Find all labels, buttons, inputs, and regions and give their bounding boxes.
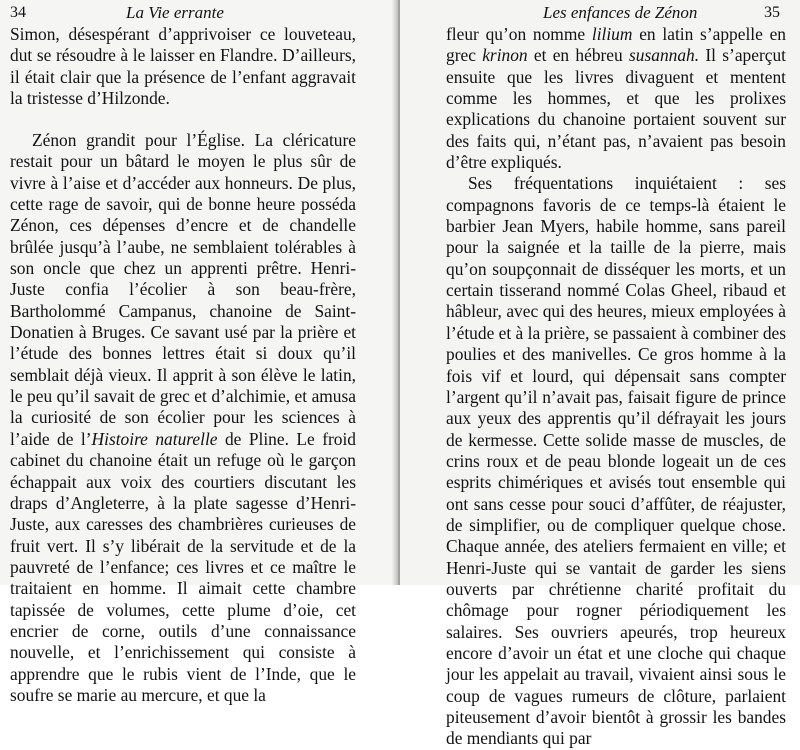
text-run: en latin s’appelle en grec	[446, 24, 787, 66]
latin-word: lilium	[591, 24, 633, 44]
paragraph-text: Simon, désespérant d’apprivoiser ce louveteau, dut se résoudre à le laisser en Flandre. D’ailleurs, il était clair que la présence de l’enfant aggravait la tristesse d’Hilzonde.	[10, 24, 356, 109]
left-paragraph-main	[10, 130, 356, 706]
left-running-title: La Vie errante	[126, 3, 224, 22]
right-page	[400, 0, 800, 749]
right-running-title: Les enfances de Zénon	[543, 3, 698, 22]
text-run: de Pline. Le froid cabinet du chanoine était un refuge où le garçon échappait aux voix des courtiers discutant les draps d’Angleterre, à la plate sagesse d’Henri-Juste, aux caresses des chambrières curieuses de fruit vert. Il s’y libérait de la servitude et de la pauvreté de l’enfance; ces livres et ce maître le traitaient en homme. Il aimait cette chambre tapissée de volumes, cette plume d’oie, cet encrier de corne, outils d’une connaissance nouvelle, et l’enrichissement qui consiste à apprendre que le rubis vient de l’Inde, que le soufre se marie au mercure, et que la	[10, 428, 356, 705]
text-run: et en hébreu	[527, 45, 630, 66]
left-paragraph-end	[10, 24, 356, 109]
text-run: Il s’aperçut ensuite que les livres divaguent et mentent comme les hommes, et que les prolixes explications du chanoine portaient souvent sur des faits qui, n’étant pas, n’avaient pas besoin d’être expliqués.	[446, 45, 786, 173]
left-page	[0, 0, 396, 705]
right-text-block	[446, 24, 786, 750]
text-run: fleur qu’on nomme	[446, 24, 592, 44]
hebrew-word: susannah.	[629, 45, 700, 66]
text-run: Zénon grandit pour l’Église. La cléricature restait pour un bâtard le moyen le plus sûr de vivre à l’aise et d’accéder aux honneurs. De plus, cette rage de savoir, qui de bonne heure posséda Zénon, ces dépenses d’encre et de chandelle brûlée jusqu’à l’aube, ne semblaient tolérables à son oncle que chez un apprenti prêtre. Henri-Juste confia l’écolier à son beau-frère, Bartholommé Campanus, chanoine de Saint-Donatien à Bruges. Ce savant usé par la prière et l’étude des bonnes lettres était si doux qu’il semblait déjà vieux. Il apprit à son élève le latin, le peu qu’il savait de grec et d’alchimie, et amusa la curiosité de son écolier pour les sciences à l’aide de l’	[10, 130, 356, 449]
greek-word: krinon	[482, 45, 528, 66]
book-title-italic: Histoire naturelle	[91, 428, 218, 449]
paragraph-continued	[446, 24, 786, 173]
paragraph-text	[10, 130, 356, 706]
right-page-number: 35	[764, 4, 780, 21]
left-page-number: 34	[10, 4, 26, 21]
paragraph-text: Ses fréquentations inquiétaient : ses compagnons favoris de ce temps-là étaient le barbier Jean Myers, habile homme, sans pareil pour la saignée et la taille de la pierre, mais qu’on soupçonnait de disséquer les morts, et un certain tisserand nommé Colas Gheel, ribaud et hâbleur, avec qui des heures, mieux employées à l’étude et à la prière, se passaient à combiner des poulies et des manivelles. Ce gros homme à la fois vif et lourd, qui dépensait sans compter l’argent qu’il n’avait pas, faisait figure de prince aux yeux des apprentis qu’il défrayait les jours de kermesse. Cette solide masse de muscles, de crins roux et de peau blonde logeait un de ces esprits chimériques et avisés tout ensemble qui ont sans cesse pour souci d’affûter, de réajuster, de simplifier, ou de compliquer quelque chose. Chaque année, des ateliers fermaient en ville; et Henri-Juste qui se vantait de garder les siens ouverts par chrétienne charité profitait du chômage pour rogner périodiquement les salaires. Ses ouvriers apeurés, trop heureux encore d’avoir un état et une cloche qui chaque jour les appelait au travail, vivaient ainsi sous le coup de vagues rumeurs de clôture, parlaient piteusement d’avoir bientôt à grossir les bandes de mendiants qui par	[446, 173, 786, 749]
